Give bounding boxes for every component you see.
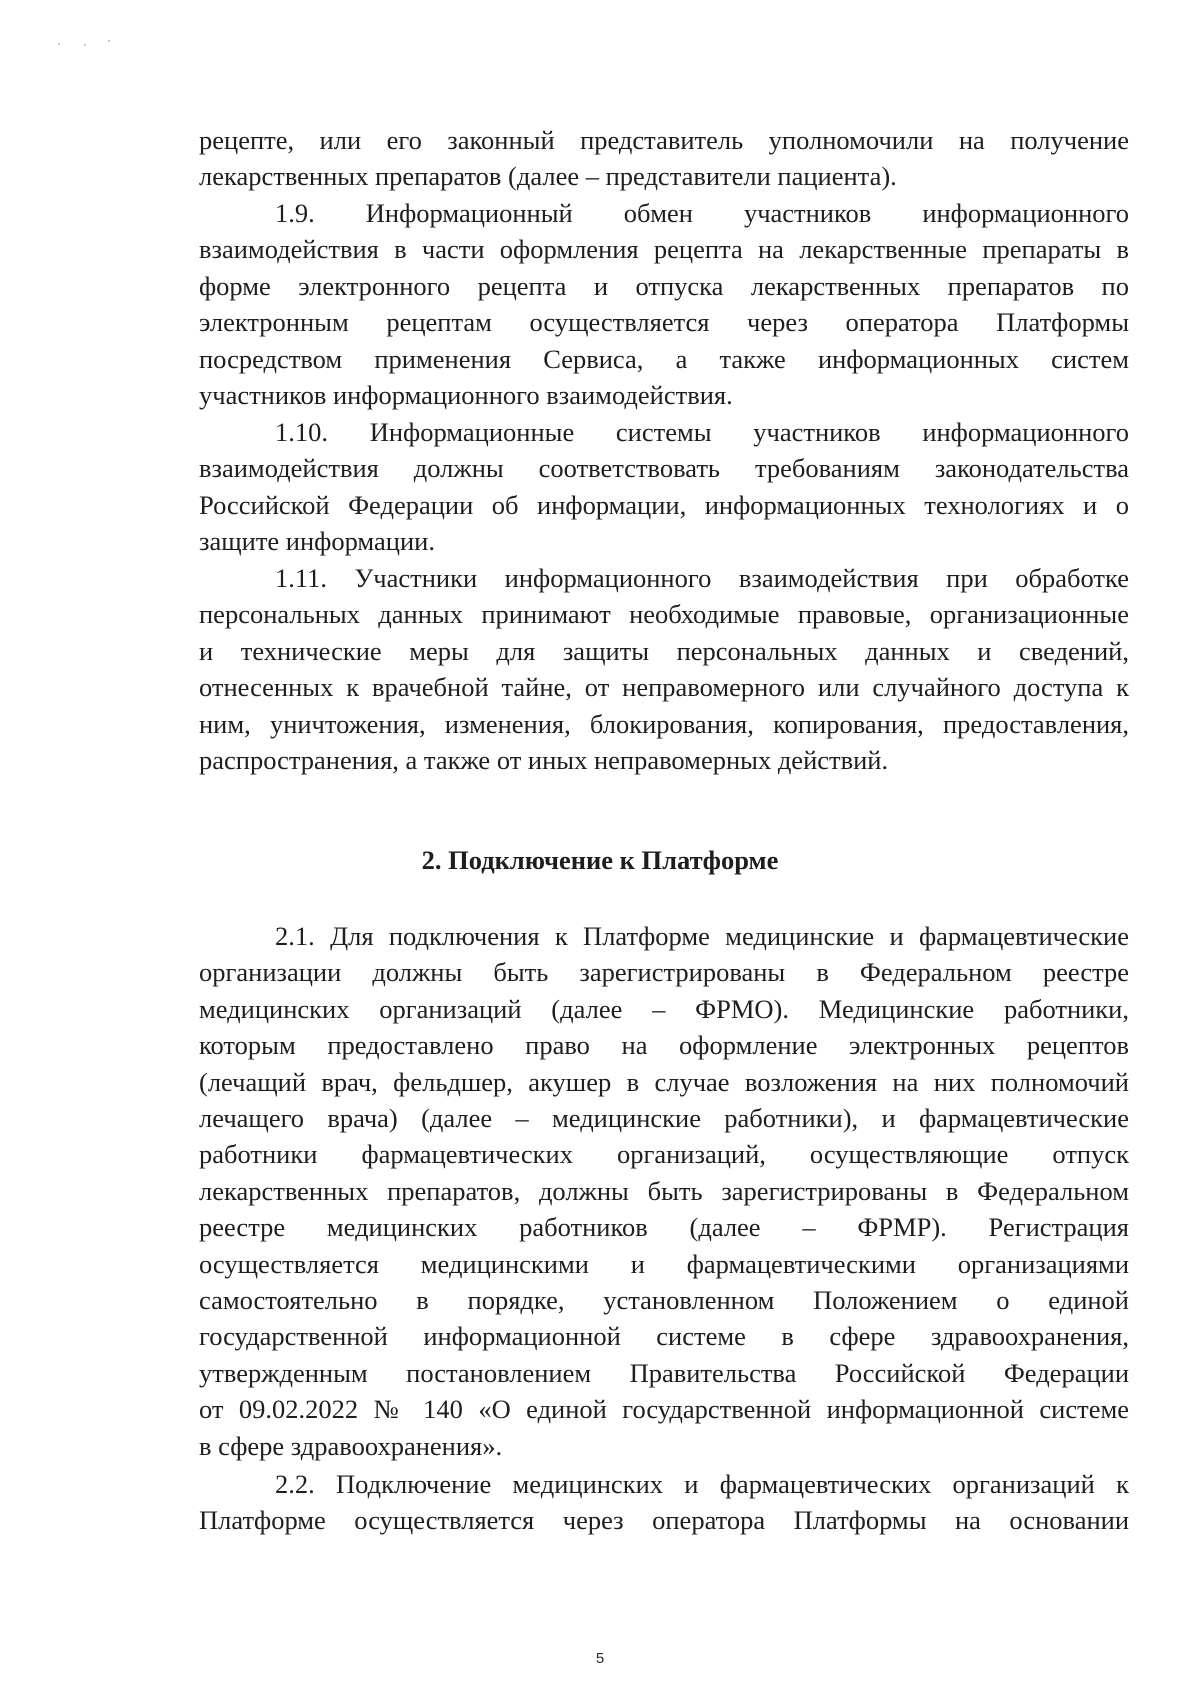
scan-artifact (58, 40, 118, 48)
text-line: 2.1. Для подключения к Платформе медицинские и фармацевтические (275, 921, 1129, 951)
text-line: и технические меры для защиты персональных данных и сведений, (199, 635, 1129, 666)
text-line: от 09.02.2022 № 140 «О единой государственной информационной системе (199, 1394, 1129, 1425)
text-line: Российской Федерации об информации, информационных технологиях и о (199, 489, 1129, 520)
text-line: организации должны быть зарегистрированы в Федеральном реестре (199, 957, 1129, 988)
text-line: защите информации. (199, 526, 435, 557)
paragraph-continuation (199, 122, 1129, 195)
text-line: осуществляется медицинскими и фармацевтическими организациями (199, 1248, 1129, 1279)
paragraph-1-11 (199, 560, 1129, 778)
text-line: самостоятельно в порядке, установленном Положением о единой (199, 1285, 1129, 1316)
text-line: реестре медицинских работников (далее – ФРМР). Регистрация (199, 1212, 1129, 1243)
page-number: 5 (595, 1650, 605, 1667)
paragraph-1-10 (199, 414, 1129, 560)
text-line: участников информационного взаимодействия. (199, 380, 733, 411)
text-line: в сфере здравоохранения». (199, 1430, 503, 1461)
text-line: которым предоставлено право на оформление электронных рецептов (199, 1030, 1129, 1061)
text-line: (лечащий врач, фельдшер, акушер в случае возложения на них полномочий (199, 1066, 1129, 1097)
text-line: электронным рецептам осуществляется через оператора Платформы (199, 307, 1129, 338)
text-line: взаимодействия в части оформления рецепта на лекарственные препараты в (199, 234, 1129, 265)
text-line: форме электронного рецепта и отпуска лекарственных препаратов по (199, 270, 1129, 301)
text-line: лечащего врача) (далее – медицинские работники), и фармацевтические (199, 1103, 1129, 1134)
paragraph-2-2 (199, 1466, 1129, 1539)
text-line: взаимодействия должны соответствовать требованиям законодательства (199, 453, 1129, 484)
paragraph-1-9 (199, 195, 1129, 413)
paragraph-2-1 (199, 918, 1129, 1464)
text-line: 1.11. Участники информационного взаимодействия при обработке (275, 563, 1129, 593)
text-line: посредством применения Сервиса, а также информационных систем (199, 343, 1129, 374)
text-line: персональных данных принимают необходимые правовые, организационные (199, 599, 1129, 630)
text-line: Платформе осуществляется через оператора Платформы на основании (199, 1505, 1129, 1536)
text-line: 2.2. Подключение медицинских и фармацевтических организаций к (275, 1469, 1129, 1499)
text-line: распространения, а также от иных неправомерных действий. (199, 745, 889, 776)
text-line: лекарственных препаратов, должны быть зарегистрированы в Федеральном (199, 1175, 1129, 1206)
text-line: лекарственных препаратов (далее – представители пациента). (199, 161, 897, 192)
text-line: отнесенных к врачебной тайне, от неправомерного или случайного доступа к (199, 672, 1129, 703)
section-heading: 2. Подключение к Платформе (421, 845, 779, 875)
text-line: 1.10. Информационные системы участников информационного (275, 417, 1129, 447)
text-line: ним, уничтожения, изменения, блокирования, копирования, предоставления, (199, 708, 1129, 739)
text-line: 1.9. Информационный обмен участников информационного (275, 198, 1129, 228)
text-line: работники фармацевтических организаций, осуществляющие отпуск (199, 1139, 1129, 1170)
text-line: рецепте, или его законный представитель уполномочили на получение (199, 125, 1129, 155)
text-line: государственной информационной системе в сфере здравоохранения, (199, 1321, 1129, 1352)
text-line: медицинских организаций (далее – ФРМО). Медицинские работники, (199, 993, 1129, 1024)
text-line: утвержденным постановлением Правительства Российской Федерации (199, 1357, 1129, 1388)
